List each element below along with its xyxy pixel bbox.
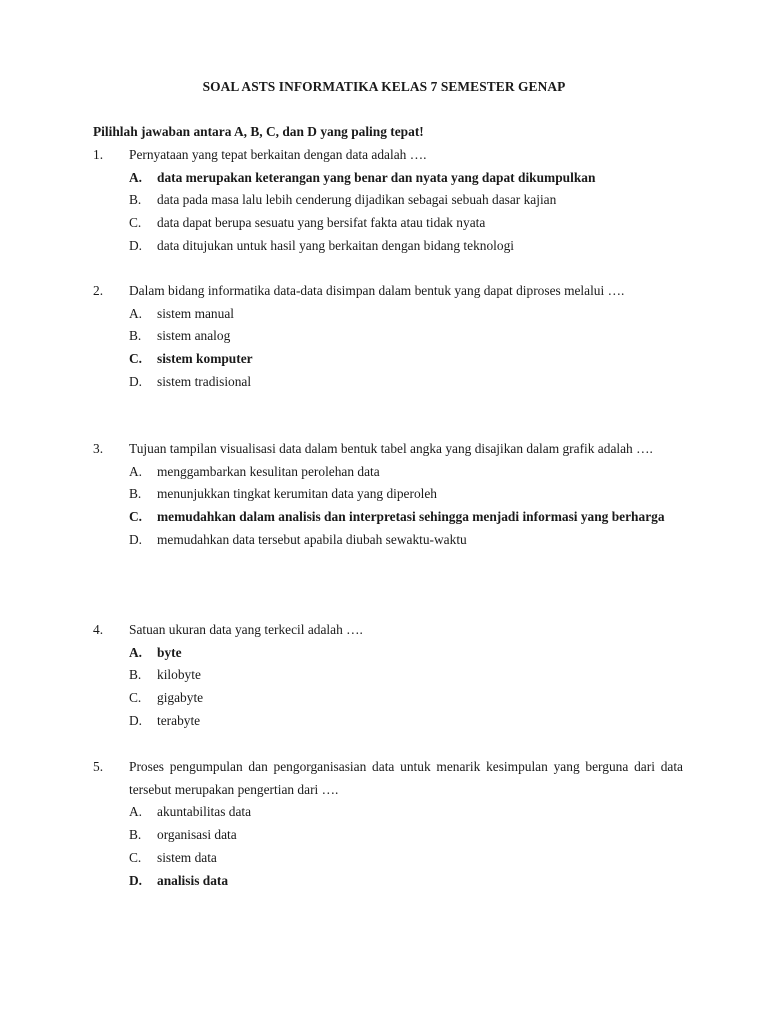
option-text: memudahkan data tersebut apabila diubah sewaktu-waktu (157, 531, 467, 547)
option-a (129, 642, 683, 665)
option-b (129, 189, 683, 212)
option-d (129, 371, 683, 394)
option-text: sistem analog (157, 328, 231, 344)
option-c (129, 847, 683, 870)
option-text: sistem komputer (157, 351, 253, 367)
option-d (129, 870, 683, 893)
option-text: sistem manual (157, 305, 234, 321)
option-letter: C. (129, 351, 143, 367)
question-text: Pernyataan yang tepat berkaitan dengan data adalah …. (129, 147, 427, 162)
instruction-text: Pilihlah jawaban antara A, B, C, dan D yang paling tepat! (93, 124, 424, 139)
option-letter: A. (129, 804, 143, 820)
option-text: data merupakan keterangan yang benar dan nyata yang dapat dikumpulkan (157, 169, 596, 185)
option-a (129, 801, 683, 824)
option-b (129, 325, 683, 348)
option-letter: A. (129, 463, 143, 479)
question-text: Tujuan tampilan visualisasi data dalam bentuk tabel angka yang disajikan dalam grafik adalah …. (129, 441, 653, 456)
option-c (129, 212, 683, 235)
option-b (129, 824, 683, 847)
option-a (129, 303, 683, 326)
option-c (129, 348, 683, 371)
question-number: 4. (93, 622, 104, 637)
option-c (129, 506, 683, 529)
option-letter: D. (129, 237, 143, 253)
question-number: 5. (93, 759, 104, 774)
option-letter: B. (129, 328, 142, 344)
option-d (129, 529, 683, 552)
option-text: kilobyte (157, 667, 201, 683)
option-letter: B. (129, 192, 142, 208)
option-d (129, 710, 683, 733)
option-text: sistem data (157, 849, 217, 865)
option-b (129, 664, 683, 687)
option-letter: B. (129, 667, 142, 683)
option-letter: D. (129, 712, 143, 728)
option-letter: D. (129, 872, 143, 888)
option-text: organisasi data (157, 827, 237, 843)
option-text: menggambarkan kesulitan perolehan data (157, 463, 380, 479)
option-text: data dapat berupa sesuatu yang bersifat fakta atau tidak nyata (157, 215, 486, 231)
option-text: analisis data (157, 872, 229, 888)
question-4 (93, 619, 683, 733)
option-text: data ditujukan untuk hasil yang berkaitan dengan bidang teknologi (157, 237, 514, 253)
question-number: 3. (93, 441, 104, 456)
question-number: 2. (93, 283, 104, 298)
question-text: Proses pengumpulan dan pengorganisasian data untuk menarik kesimpulan yang berguna dari data tersebut merupakan pengertian dari …. (129, 759, 683, 797)
option-text: akuntabilitas data (157, 804, 252, 820)
question-2 (93, 280, 683, 394)
option-letter: A. (129, 169, 143, 185)
option-letter: D. (129, 531, 143, 547)
option-c (129, 687, 683, 710)
option-letter: C. (129, 215, 142, 231)
question-3 (93, 438, 683, 552)
option-text: gigabyte (157, 690, 204, 706)
document-title: SOAL ASTS INFORMATIKA KELAS 7 SEMESTER GENAP (202, 79, 566, 94)
question-text: Satuan ukuran data yang terkecil adalah …. (129, 622, 363, 637)
question-number: 1. (93, 147, 104, 162)
option-text: menunjukkan tingkat kerumitan data yang diperoleh (157, 486, 438, 502)
option-letter: B. (129, 827, 142, 843)
option-text: terabyte (157, 712, 201, 728)
option-a (129, 461, 683, 484)
option-letter: C. (129, 849, 142, 865)
option-a (129, 167, 683, 190)
question-text: Dalam bidang informatika data-data disimpan dalam bentuk yang dapat diproses melalui …. (129, 283, 625, 298)
question-5 (93, 756, 683, 892)
option-b (129, 483, 683, 506)
option-text: memudahkan dalam analisis dan interpretasi sehingga menjadi informasi yang berharga (157, 509, 665, 525)
option-letter: C. (129, 509, 143, 525)
option-text: sistem tradisional (157, 373, 252, 389)
option-text: data pada masa lalu lebih cenderung dijadikan sebagai sebuah dasar kajian (157, 192, 557, 208)
option-letter: A. (129, 644, 143, 660)
option-letter: C. (129, 690, 142, 706)
option-d (129, 235, 683, 258)
option-letter: B. (129, 486, 142, 502)
question-1 (93, 144, 683, 258)
option-letter: A. (129, 305, 143, 321)
option-text: byte (157, 644, 182, 660)
option-letter: D. (129, 373, 143, 389)
